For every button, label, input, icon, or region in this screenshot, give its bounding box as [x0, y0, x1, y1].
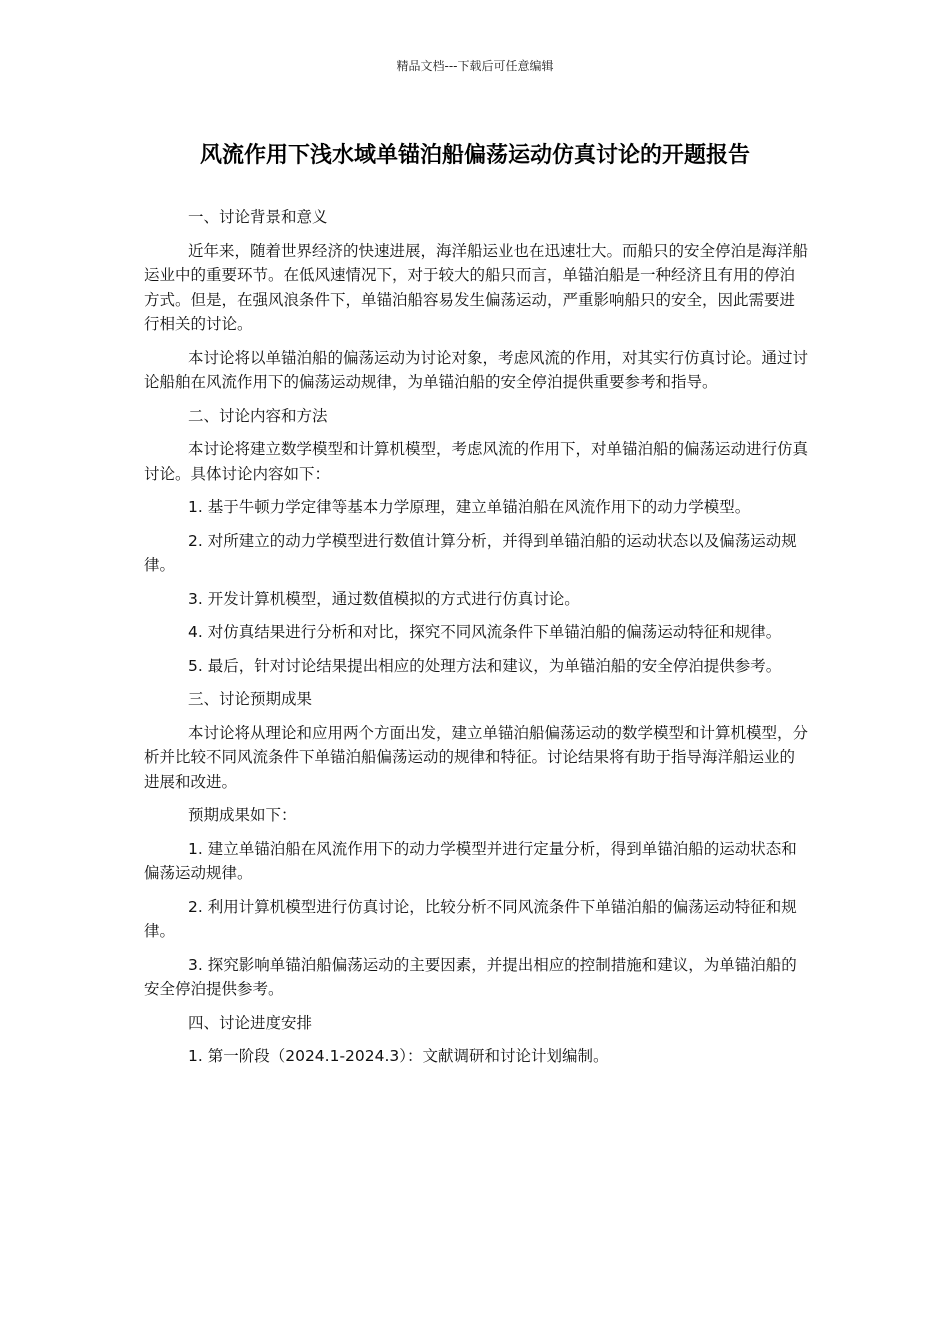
list-item: 3. 探究影响单锚泊船偏荡运动的主要因素，并提出相应的控制措施和建议，为单锚泊船的安全停泊提供参考。	[144, 955, 797, 998]
paragraph: 近年来，随着世界经济的快速进展，海洋船运业也在迅速壮大。而船只的安全停泊是海洋船运业中的重要环节。在低风速情况下，对于较大的船只而言，单锚泊船是一种经济且有用的停泊方式。但是，在强风浪条件下，单锚泊船容易发生偏荡运动，严重影响船只的安全，因此需要进行相关的讨论。	[144, 241, 809, 333]
paragraph: 本讨论将从理论和应用两个方面出发，建立单锚泊船偏荡运动的数学模型和计算机模型，分析并比较不同风流条件下单锚泊船偏荡运动的规律和特征。讨论结果将有助于指导海洋船运业的进展和改进。	[144, 723, 809, 791]
paragraph: 本讨论将建立数学模型和计算机模型，考虑风流的作用下，对单锚泊船的偏荡运动进行仿真讨论。具体讨论内容如下：	[144, 440, 809, 483]
document-body	[144, 205, 810, 1078]
section-heading-content-method: 二、讨论内容和方法	[188, 406, 328, 425]
list-item: 2. 利用计算机模型进行仿真讨论，比较分析不同风流条件下单锚泊船的偏荡运动特征和规律。	[144, 897, 797, 940]
list-item: 3. 开发计算机模型，通过数值模拟的方式进行仿真讨论。	[188, 589, 580, 608]
list-item: 1. 基于牛顿力学定律等基本力学原理，建立单锚泊船在风流作用下的动力学模型。	[188, 498, 751, 516]
section-heading-expected-results: 三、讨论预期成果	[188, 690, 313, 708]
page-header: 精品文档---下载后可任意编辑	[396, 59, 554, 73]
list-item: 4. 对仿真结果进行分析和对比，探究不同风流条件下单锚泊船的偏荡运动特征和规律。	[188, 623, 782, 641]
list-item: 1. 第一阶段（2024.1-2024.3）：文献调研和讨论计划编制。	[188, 1047, 609, 1065]
list-item: 1. 建立单锚泊船在风流作用下的动力学模型并进行定量分析，得到单锚泊船的运动状态和偏荡运动规律。	[144, 839, 797, 882]
paragraph: 本讨论将以单锚泊船的偏荡运动为讨论对象，考虑风流的作用，对其实行仿真讨论。通过讨论船舶在风流作用下的偏荡运动规律，为单锚泊船的安全停泊提供重要参考和指导。	[144, 348, 809, 391]
list-item: 5. 最后，针对讨论结果提出相应的处理方法和建议，为单锚泊船的安全停泊提供参考。	[188, 656, 782, 675]
document-title: 风流作用下浅水域单锚泊船偏荡运动仿真讨论的开题报告	[199, 143, 750, 168]
section-heading-schedule: 四、讨论进度安排	[188, 1013, 313, 1032]
list-item: 2. 对所建立的动力学模型进行数值计算分析，并得到单锚泊船的运动状态以及偏荡运动规律。	[144, 531, 797, 574]
paragraph: 预期成果如下：	[188, 806, 297, 824]
section-heading-background: 一、讨论背景和意义	[188, 208, 328, 226]
